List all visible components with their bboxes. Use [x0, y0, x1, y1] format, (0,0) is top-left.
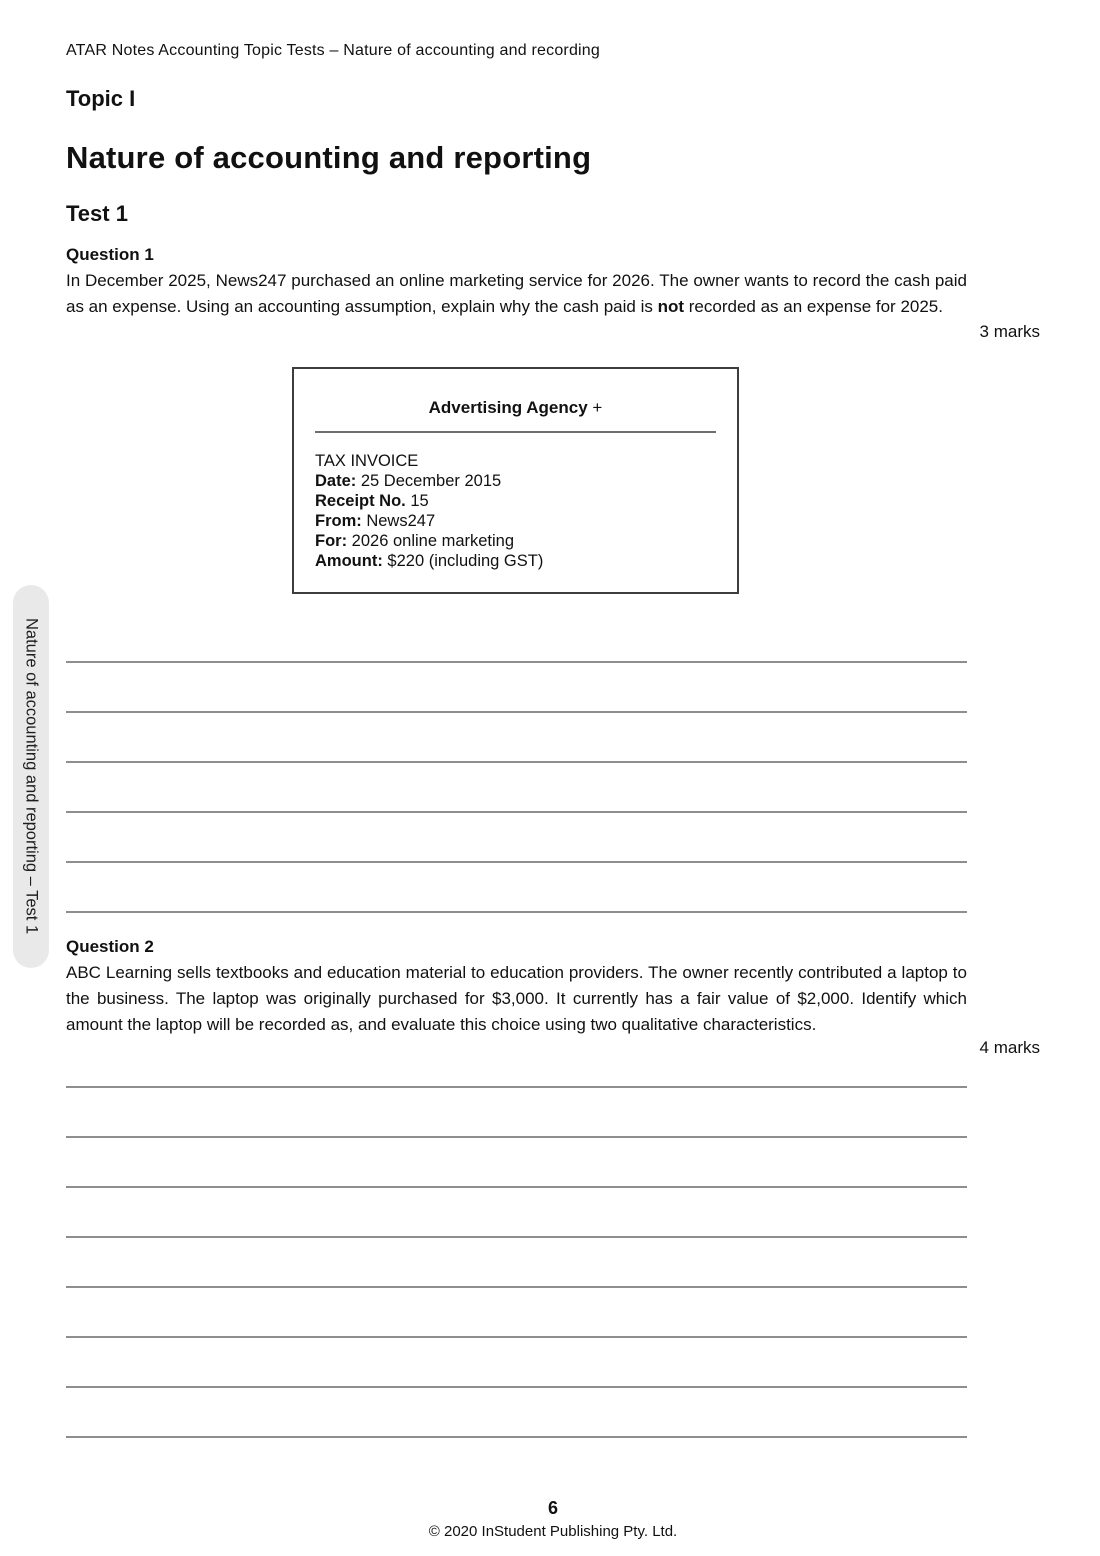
copyright-line: © 2020 InStudent Publishing Pty. Ltd. — [428, 1523, 678, 1540]
answer-line — [66, 811, 967, 813]
topic-heading: Topic I — [66, 86, 136, 111]
question1-answer-lines — [66, 661, 967, 961]
answer-line — [66, 761, 967, 763]
invoice-title: TAX INVOICE — [315, 452, 419, 470]
question1-text-after: recorded as an expense for 2025. — [684, 297, 943, 316]
answer-line — [66, 911, 967, 913]
side-tab-label: Nature of accounting and reporting – Test 1 — [22, 618, 41, 935]
question2-text: ABC Learning sells textbooks and education material to education providers. The owner recently contributed a laptop to the business. The laptop was originally purchased for $3,000. It currently has a fair value of $2,000. Identify which amount the laptop will be recorded as, and evaluate this choice using two qualitative characteristics. — [66, 963, 967, 1034]
invoice-field-receipt: Receipt No. 15 — [315, 492, 429, 510]
invoice-heading — [294, 398, 737, 418]
invoice-field-for: For: 2026 online marketing — [315, 532, 515, 550]
answer-line — [66, 1436, 967, 1438]
page-title: Nature of accounting and reporting — [66, 140, 592, 175]
question1-bold-word: not — [657, 297, 685, 316]
question2-marks: 4 marks — [979, 1038, 1040, 1057]
page-number: 6 — [547, 1498, 558, 1518]
invoice-box — [292, 367, 739, 594]
question2-answer-lines — [66, 1086, 967, 1486]
answer-line — [66, 1386, 967, 1388]
answer-line — [66, 1286, 967, 1288]
page-footer — [66, 1498, 1040, 1540]
answer-line — [66, 1336, 967, 1338]
answer-line — [66, 1186, 967, 1188]
invoice-divider — [315, 431, 716, 433]
answer-line — [66, 711, 967, 713]
answer-line — [66, 1236, 967, 1238]
side-tab — [13, 585, 49, 968]
question2-label: Question 2 — [66, 937, 154, 956]
invoice-field-date: Date: 25 December 2015 — [315, 472, 502, 490]
invoice-heading-plus: + — [592, 398, 603, 417]
question1-text — [66, 268, 967, 320]
question1-marks: 3 marks — [979, 322, 1040, 341]
answer-line — [66, 1086, 967, 1088]
invoice-body — [315, 451, 737, 571]
question1-label: Question 1 — [66, 245, 154, 264]
answer-line — [66, 661, 967, 663]
invoice-heading-name: Advertising Agency — [428, 398, 588, 417]
test-heading: Test 1 — [66, 201, 128, 226]
invoice-field-from: From: News247 — [315, 512, 436, 530]
question1-text-before: In December 2025, News247 purchased an online marketing service for 2026. The owner wants to record the cash paid as an expense. Using an accounting assumption, explain why the cash paid is — [66, 271, 967, 316]
running-header: ATAR Notes Accounting Topic Tests – Nature of accounting and recording — [66, 42, 600, 59]
answer-line — [66, 861, 967, 863]
invoice-field-amount: Amount: $220 (including GST) — [315, 552, 544, 570]
answer-line — [66, 1136, 967, 1138]
